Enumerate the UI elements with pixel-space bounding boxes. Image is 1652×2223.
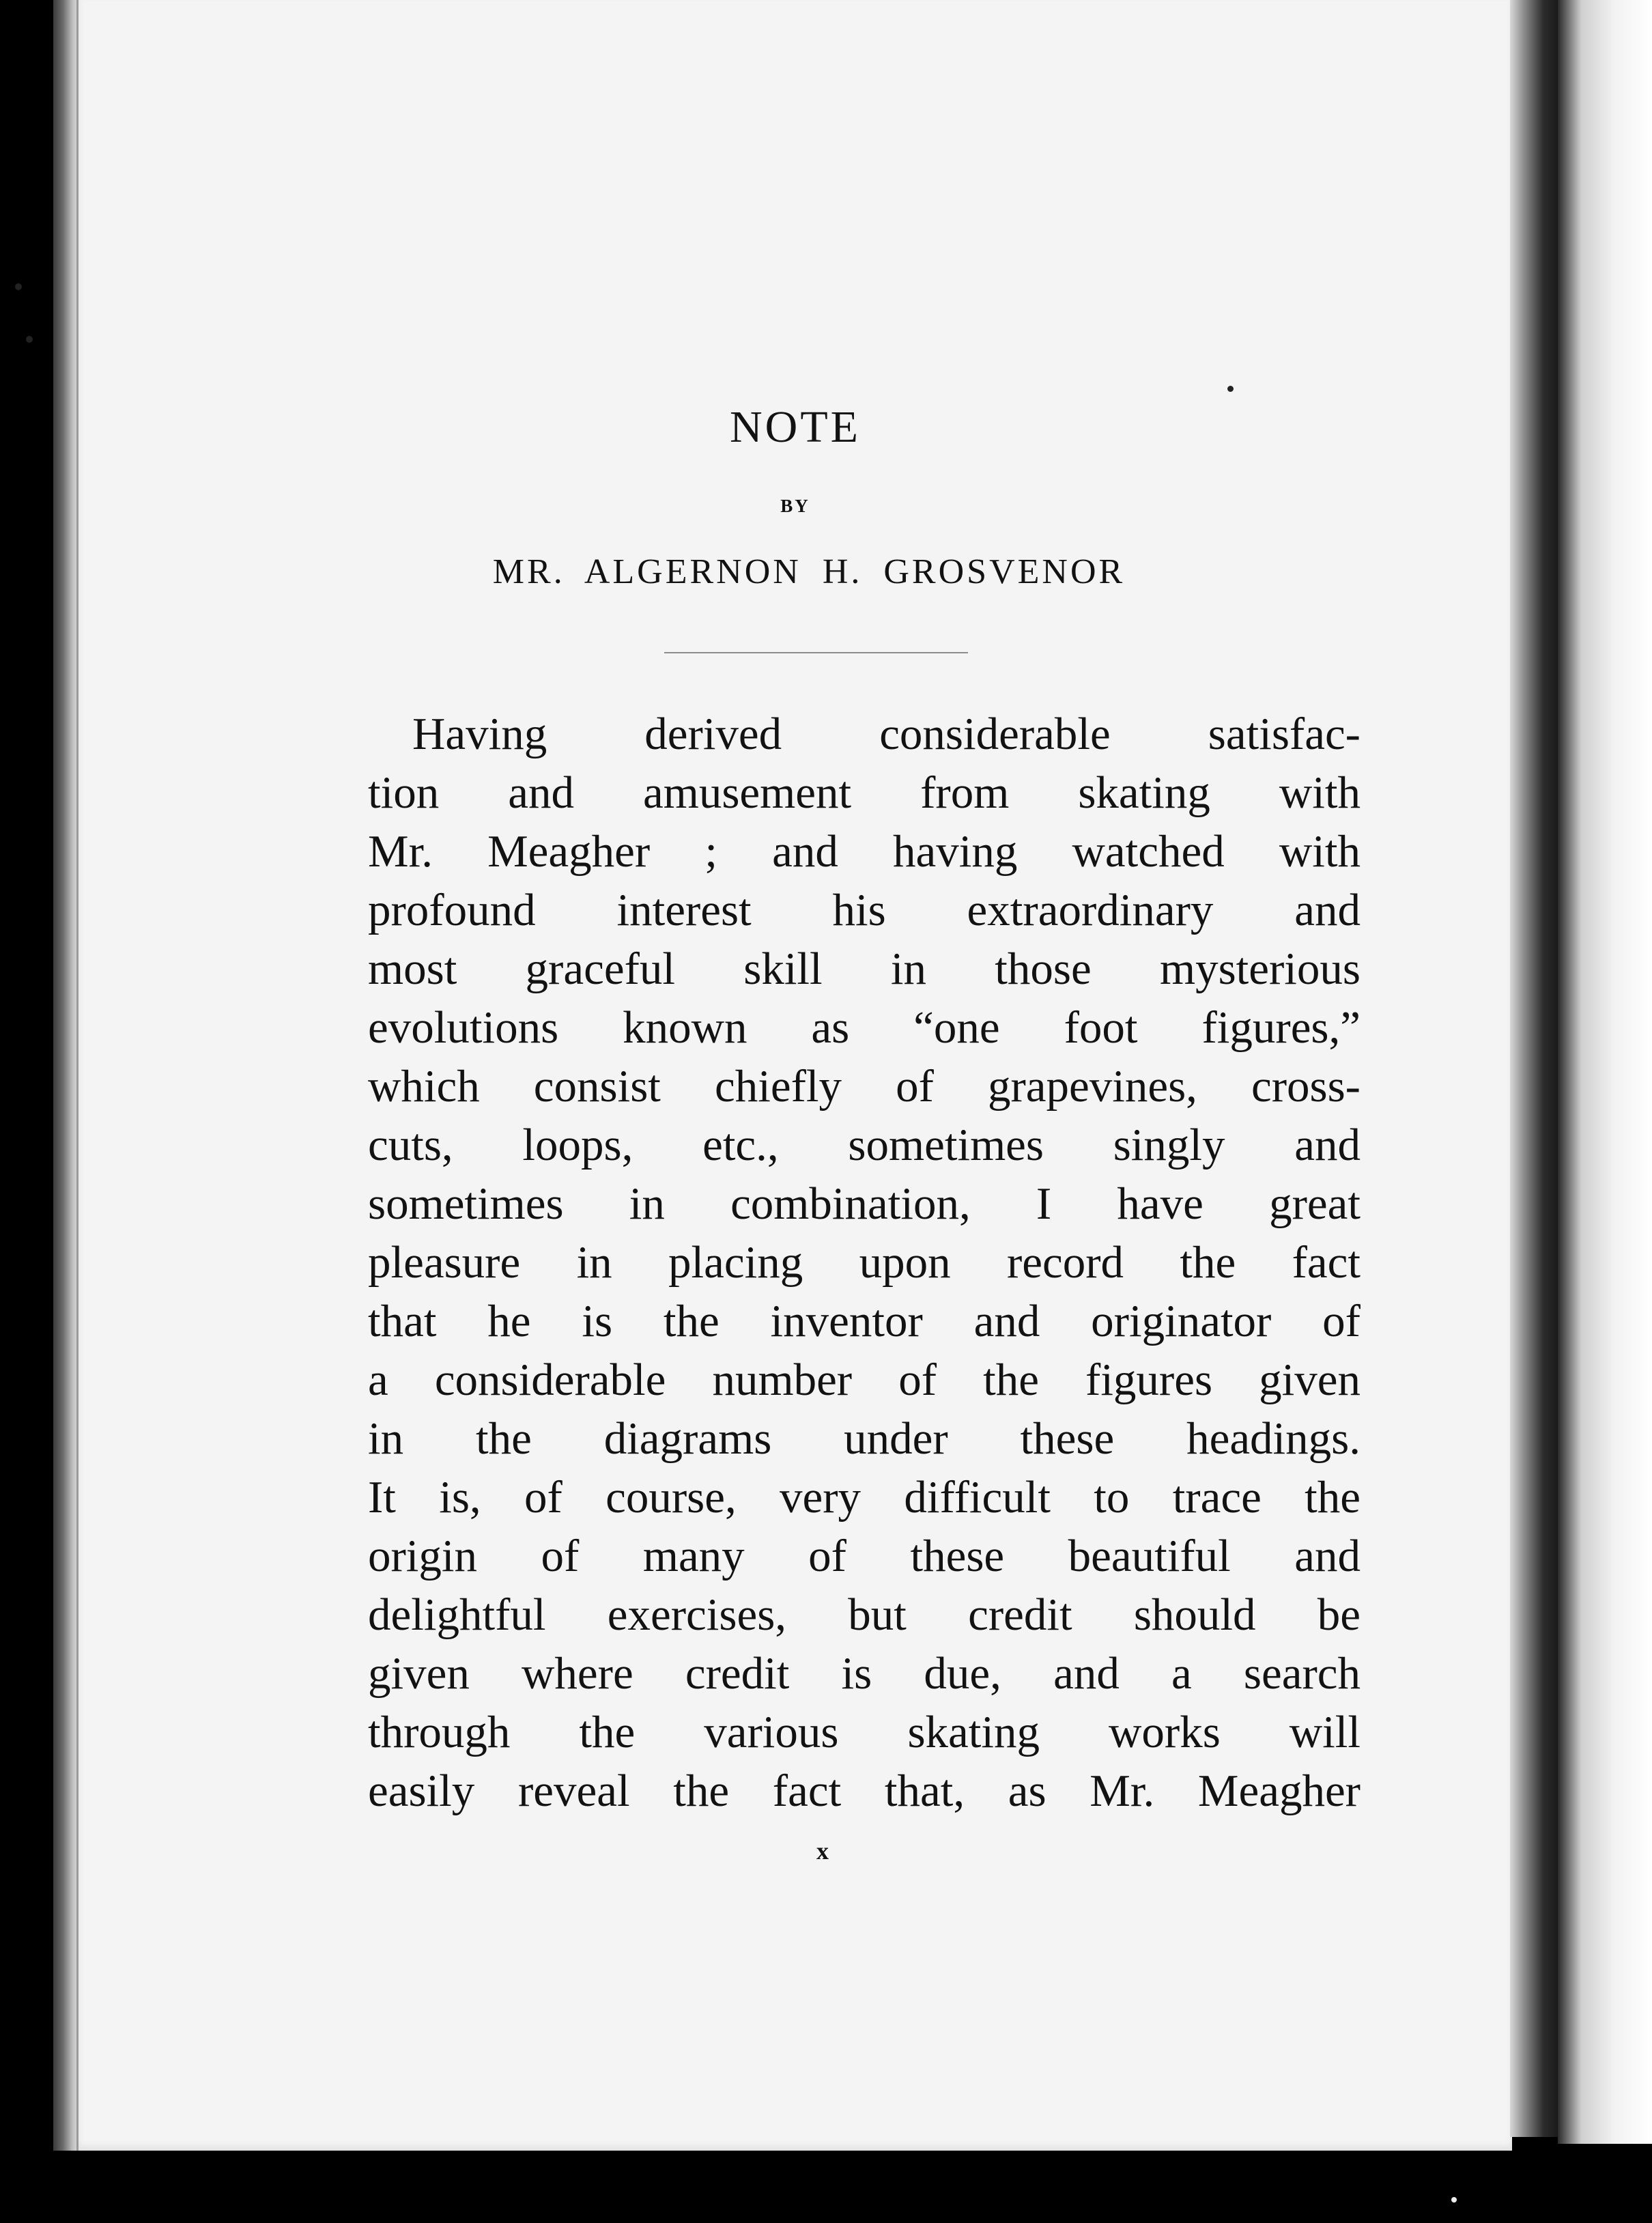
page-number: x — [816, 1837, 829, 1865]
book-gutter-shadow — [1510, 0, 1558, 2137]
body-line: profound interest his extraordinary and — [368, 885, 1361, 935]
body-line: pleasure in placing upon record the fact — [368, 1237, 1361, 1288]
body-line: most graceful skill in those mysterious — [368, 944, 1361, 994]
section-divider — [664, 652, 968, 653]
body-line: It is, of course, very difficult to trace the — [368, 1472, 1361, 1523]
body-line: in the diagrams under these headings. — [368, 1413, 1361, 1464]
byline-label: BY — [780, 496, 810, 516]
body-line: Having derived considerable satisfac- — [412, 709, 1361, 759]
scan-speck — [1227, 386, 1234, 392]
scan-speck — [15, 283, 22, 290]
scan-speck — [1451, 2197, 1457, 2203]
body-line: delightful exercises, but credit should be — [368, 1589, 1361, 1640]
body-line: tion and amusement from skating with — [368, 767, 1361, 818]
body-line: origin of many of these beautiful and — [368, 1531, 1361, 1581]
body-line: evolutions known as “one foot figures,” — [368, 1002, 1361, 1053]
facing-page-edge — [1558, 0, 1652, 2144]
body-line: given where credit is due, and a search — [368, 1648, 1361, 1699]
body-line: a considerable number of the figures given — [368, 1355, 1361, 1405]
body-line: sometimes in combination, I have great — [368, 1178, 1361, 1229]
note-body — [368, 705, 1361, 1820]
author-name: MR. ALGERNON H. GROSVENOR — [492, 552, 1126, 591]
note-title: NOTE — [730, 402, 861, 452]
book-page — [76, 0, 1512, 2153]
page-content — [79, 0, 1512, 2151]
body-line: cuts, loops, etc., sometimes singly and — [368, 1120, 1361, 1170]
body-line: that he is the inventor and originator of — [368, 1296, 1361, 1346]
body-line: Mr. Meagher ; and having watched with — [368, 826, 1361, 877]
scan-speck — [26, 336, 33, 343]
body-line: which consist chiefly of grapevines, cross- — [368, 1061, 1361, 1112]
scan-background — [0, 2151, 1652, 2223]
body-line: through the various skating works will — [368, 1707, 1361, 1757]
body-line: easily reveal the fact that, as Mr. Meagher — [368, 1766, 1361, 1816]
